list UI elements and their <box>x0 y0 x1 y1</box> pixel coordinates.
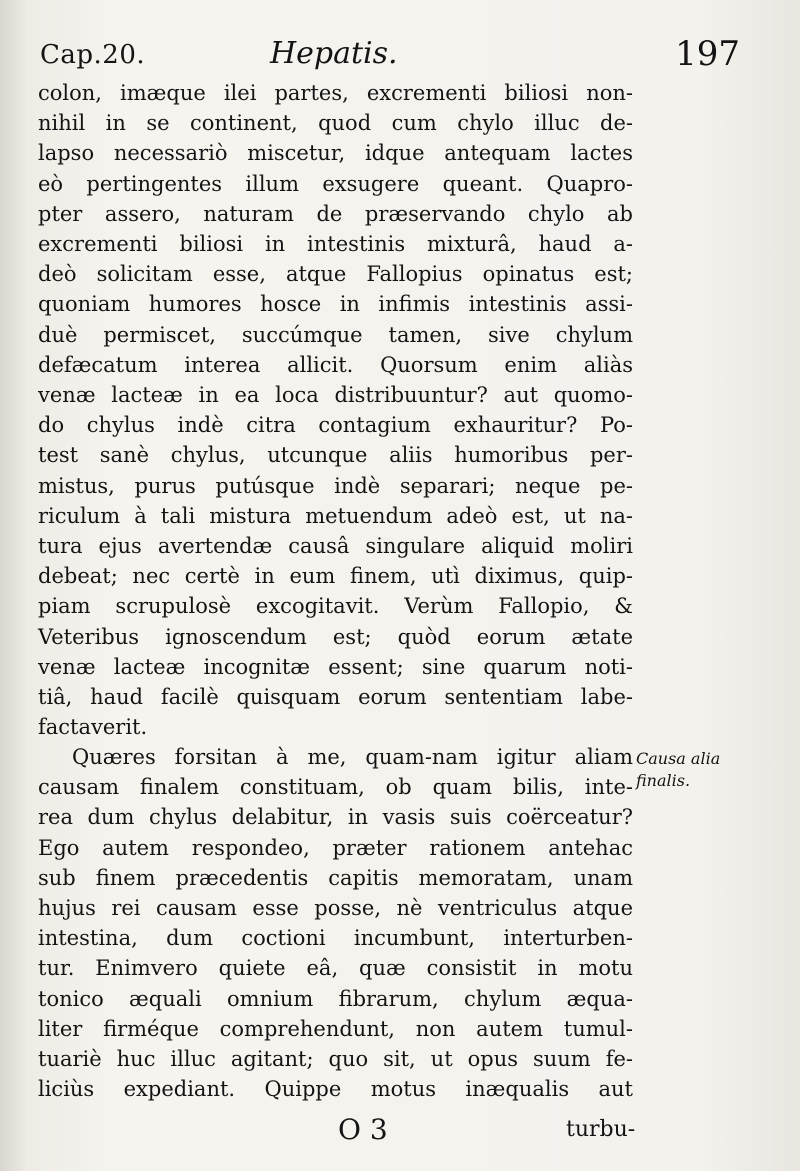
marginal-note-line: Causa alia <box>636 749 721 768</box>
text-line: tuariè huc illuc agitant; quo sit, ut opus suum fe- <box>38 1047 633 1072</box>
text-line: excrementi biliosi in intestinis mixturâ, haud a- <box>38 232 633 257</box>
text-line: Veteribus ignoscendum est; quòd eorum ætate <box>38 624 633 649</box>
text-line: Ego autem respondeo, præter rationem antehac <box>38 835 633 860</box>
text-line: causam finalem constituam, ob quam bilis, inte- <box>38 775 633 800</box>
chapter-label: Cap.20. <box>40 40 146 70</box>
text-line: riculum à tali mistura metuendum adeò est, ut na- <box>38 503 633 528</box>
text-line: factaverit. <box>38 715 148 740</box>
text-line: tur. Enimvero quiete eâ, quæ consistit in motu <box>38 956 633 981</box>
text-line: tonico æquali omnium fibrarum, chylum æqua- <box>38 986 633 1011</box>
text-line: colon, imæque ilei partes, excrementi biliosi non- <box>38 81 633 105</box>
marginal-note <box>636 748 786 792</box>
running-head <box>40 34 740 74</box>
page-number: 197 <box>675 34 740 74</box>
text-line: liciùs expediant. Quippe motus inæqualis aut <box>38 1077 633 1102</box>
text-line: quoniam humores hosce in infimis intestinis assi- <box>38 292 633 317</box>
text-line: sub finem præcedentis capitis memoratam, unam <box>38 865 633 890</box>
text-line: tiâ, haud facilè quisquam eorum sententiam labe- <box>38 685 633 710</box>
text-line: mistus, purus putúsque indè separari; neque pe- <box>38 473 633 498</box>
text-line: venæ lacteæ incognitæ essent; sine quarum noti- <box>38 654 633 679</box>
text-line: venæ lacteæ in ea loca distribuuntur? aut quomo- <box>38 383 633 408</box>
text-line: deò solicitam esse, atque Fallopius opinatus est; <box>38 262 633 287</box>
text-line: pter assero, naturam de præservando chylo ab <box>38 201 633 226</box>
signature-mark: O 3 <box>338 1113 388 1146</box>
marginal-note-line: finalis. <box>636 771 691 790</box>
paragraph-1 <box>38 78 633 742</box>
text-line: test sanè chylus, utcunque aliis humoribus per- <box>38 443 633 468</box>
text-line: eò pertingentes illum exsugere queant. Quapro- <box>38 171 633 196</box>
text-line: hujus rei causam esse posse, nè ventriculus atque <box>38 896 633 921</box>
section-title: Hepatis. <box>270 36 398 71</box>
text-line: duè permiscet, succúmque tamen, sive chylum <box>38 322 633 347</box>
catchword: turbu- <box>566 1117 636 1142</box>
text-line: piam scrupulosè excogitavit. Verùm Fallopio, & <box>38 594 633 619</box>
text-line: lapso necessariò miscetur, idque antequam lactes <box>38 141 633 166</box>
text-line: debeat; nec certè in eum finem, utì diximus, quip- <box>38 564 633 589</box>
text-line: nihil in se continent, quod cum chylo illuc de- <box>38 111 633 136</box>
paragraph-2 <box>38 742 633 1104</box>
text-line: Quæres forsitan à me, quam-nam igitur aliam <box>72 745 633 769</box>
text-line: tura ejus avertendæ causâ singulare aliquid moliri <box>38 534 633 559</box>
text-line: liter firméque comprehendunt, non autem tumul- <box>38 1016 633 1041</box>
text-line: do chylus indè citra contagium exhauritur? Po- <box>38 413 633 438</box>
page-footer <box>0 1113 800 1153</box>
text-line: defæcatum interea allicit. Quorsum enim aliàs <box>38 352 633 377</box>
text-line: rea dum chylus delabitur, in vasis suis coërceatur? <box>38 805 633 830</box>
text-line: intestina, dum coctioni incumbunt, interturben- <box>38 926 633 951</box>
